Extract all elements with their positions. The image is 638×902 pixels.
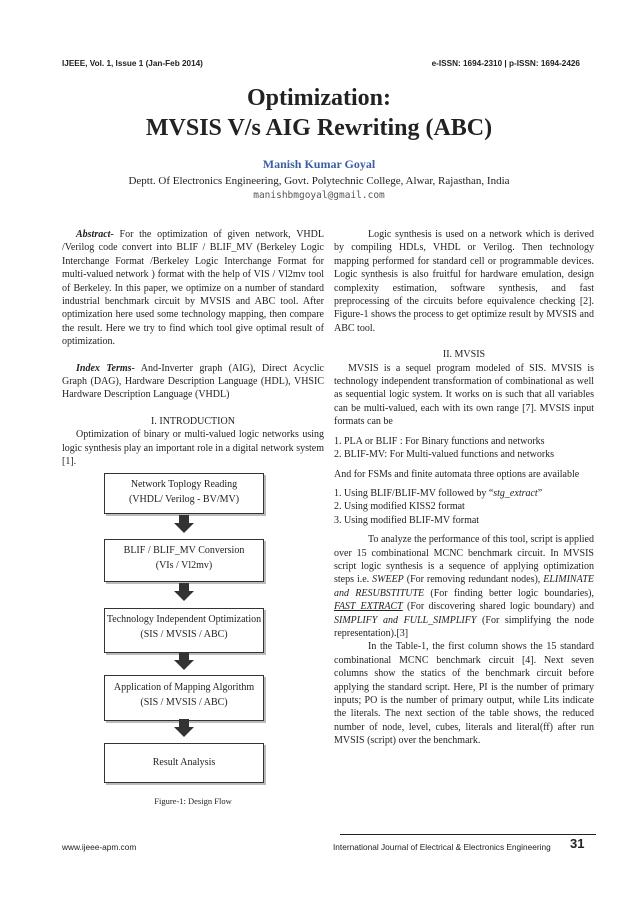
list-item	[334, 487, 594, 500]
script-paragraph	[334, 533, 594, 640]
flow-box-label: Application of Mapping Algorithm	[113, 682, 255, 693]
section1-heading: I. INTRODUCTION	[151, 415, 235, 427]
flow-box-label: Result Analysis	[152, 757, 216, 768]
author-affiliation: Deptt. Of Electronics Engineering, Govt. Polytechnic College, Alwar, Rajasthan, India	[128, 175, 510, 187]
abstract-label: Abstract-	[76, 229, 114, 240]
flow-box-label: Network Toplogy Reading	[130, 479, 238, 490]
flow-box-topology-reading	[104, 473, 264, 514]
text-run: (For removing redundant nodes),	[403, 574, 544, 586]
paper-title-line2: MVSIS V/s AIG Rewriting (ABC)	[145, 115, 493, 141]
flow-box-tech-independent-opt	[104, 608, 264, 653]
flow-arrow-down-icon	[174, 515, 194, 533]
figure-caption: Figure-1: Design Flow	[154, 796, 232, 806]
journal-header-left: IJEEE, Vol. 1, Issue 1 (Jan-Feb 2014)	[62, 59, 203, 68]
flow-arrow-down-icon	[174, 652, 194, 670]
text-run: To analyze the performance of this tool, script is applied over 15 combinational MCNC benchmark circuit. In MVSIS script logic synthesis is a sequence of applying optimization steps i.e.	[334, 534, 594, 586]
page-number: 31	[570, 836, 585, 851]
paper-title-line1: Optimization:	[247, 85, 391, 111]
left-column	[62, 228, 324, 469]
text-emphasis: FAST_EXTRACT	[334, 601, 403, 613]
logic-synthesis-paragraph: Logic synthesis is used on a network which is derived by compiling HDLs, VHDL or Verilog. Then technology mapping performed for standard cell or programmable devices. Logic synthesis is also fruitful for hardware emulation, design complexity estimation, software synthesis, and fast preprocessing of the circuits before equivalence checking [2]. Figure-1 shows the process to get optimize result by MVSIS and ABC tool.	[334, 229, 594, 334]
right-column	[334, 228, 594, 748]
table-description-paragraph: In the Table-1, the first column shows the 15 standard combinational MCNC benchmark circuit [4]. Next seven columns show the statics of the benchmark circuit before applying the standard script. Here, PI is the number of primary inputs; PO is the number of primary output, while Lits indicate the literals. The next section of the table shows, the reduced number of node, level, cubes, literals and literal(ff) after run MVSIS (script) over the benchmark.	[334, 641, 594, 747]
list-item-text: 1. Using BLIF/BLIF-MV followed by “	[334, 487, 494, 499]
flow-box-sublabel: (SIS / MVSIS / ABC)	[140, 697, 228, 708]
section1-text: Optimization of binary or multi-valued logic networks using logic synthesis play an important role in a digital network system [1].	[62, 429, 324, 468]
list-item: 2. Using modified KISS2 format	[334, 501, 465, 513]
index-terms-text: And-Inverter graph (AIG), Direct Acyclic Graph (DAG), Hardware Description Language (HDL), VHSIC Hardware Description Language (VHDL)	[62, 362, 324, 401]
text-emphasis: ELIMINATE and RESUBSTITUTE	[334, 574, 594, 599]
flow-box-sublabel: (VHDL/ Verilog - BV/MV)	[128, 494, 240, 505]
author-name: Manish Kumar Goyal	[262, 157, 376, 171]
flow-box-mapping-algorithm	[104, 675, 264, 721]
list-item-text: ”	[537, 487, 543, 499]
flow-box-label: BLIF / BLIF_MV Conversion	[123, 545, 245, 556]
index-terms	[62, 362, 324, 402]
index-terms-label: Index Terms-	[76, 362, 135, 374]
list-item: 3. Using modified BLIF-MV format	[334, 514, 480, 526]
text-run: (For finding better logic boundaries),	[424, 587, 594, 599]
text-emphasis: SWEEP	[372, 574, 404, 586]
flow-box-label: Technology Independent Optimization	[106, 614, 262, 625]
author-email: manishbmgoyal@gmail.com	[253, 190, 385, 201]
text-run: (For simplifying the node representation).[3]	[334, 614, 594, 639]
flow-box-blif-conversion	[104, 539, 264, 582]
section2-heading: II. MVSIS	[442, 349, 486, 361]
list-item-emphasis: stg_extract	[493, 487, 538, 499]
abstract-text: For the optimization of given network, VHDL /Verilog code convert into BLIF / BLIF_MV (Berkeley Logic Interchange Format /Berkeley Logic Interchange Format for multi-valued network ) format with the help of VIS / Vl2mv tool of Berkeley. In this paper, we optimize on a number of standard industrial benchmark circuit by MVSIS and ABC tool. After optimization here used some technology mapping, then compare the result. Here we try to find which tool give optimal result of optimization.	[62, 229, 324, 348]
mvsis-paragraph: MVSIS is a sequel program modeled of SIS. MVSIS is technology independent transformation of combinational as well as sequential logic system. It works on is such that all variables can be multi-valued, each with its own range [7]. MVSIS input formats can be	[334, 362, 594, 428]
flow-arrow-down-icon	[174, 583, 194, 601]
text-emphasis: SIMPLIFY and FULL_SIMPLIFY	[334, 614, 477, 626]
input-formats-list	[334, 435, 594, 462]
text-run: (For discovering shared logic boundary) and	[402, 601, 594, 613]
abstract	[62, 228, 324, 349]
footer-rule	[340, 834, 596, 835]
flow-box-sublabel: (VIs / Vl2mv)	[155, 560, 213, 571]
footer-website: www.ijeee-apm.com	[62, 842, 137, 852]
footer-journal-name: International Journal of Electrical & Electronics Engineering	[333, 842, 551, 852]
flow-box-result-analysis	[104, 743, 264, 783]
list-item: 1. PLA or BLIF : For Binary functions and networks	[334, 435, 545, 447]
journal-header-right: e-ISSN: 1694-2310 | p-ISSN: 1694-2426	[431, 59, 580, 68]
fsm-options-list	[334, 487, 594, 527]
list-item: 2. BLIF-MV: For Multi-valued functions and networks	[334, 449, 555, 461]
fsm-paragraph: And for FSMs and finite automata three options are available	[334, 468, 580, 480]
flow-arrow-down-icon	[174, 719, 194, 737]
flow-box-sublabel: (SIS / MVSIS / ABC)	[140, 629, 228, 640]
